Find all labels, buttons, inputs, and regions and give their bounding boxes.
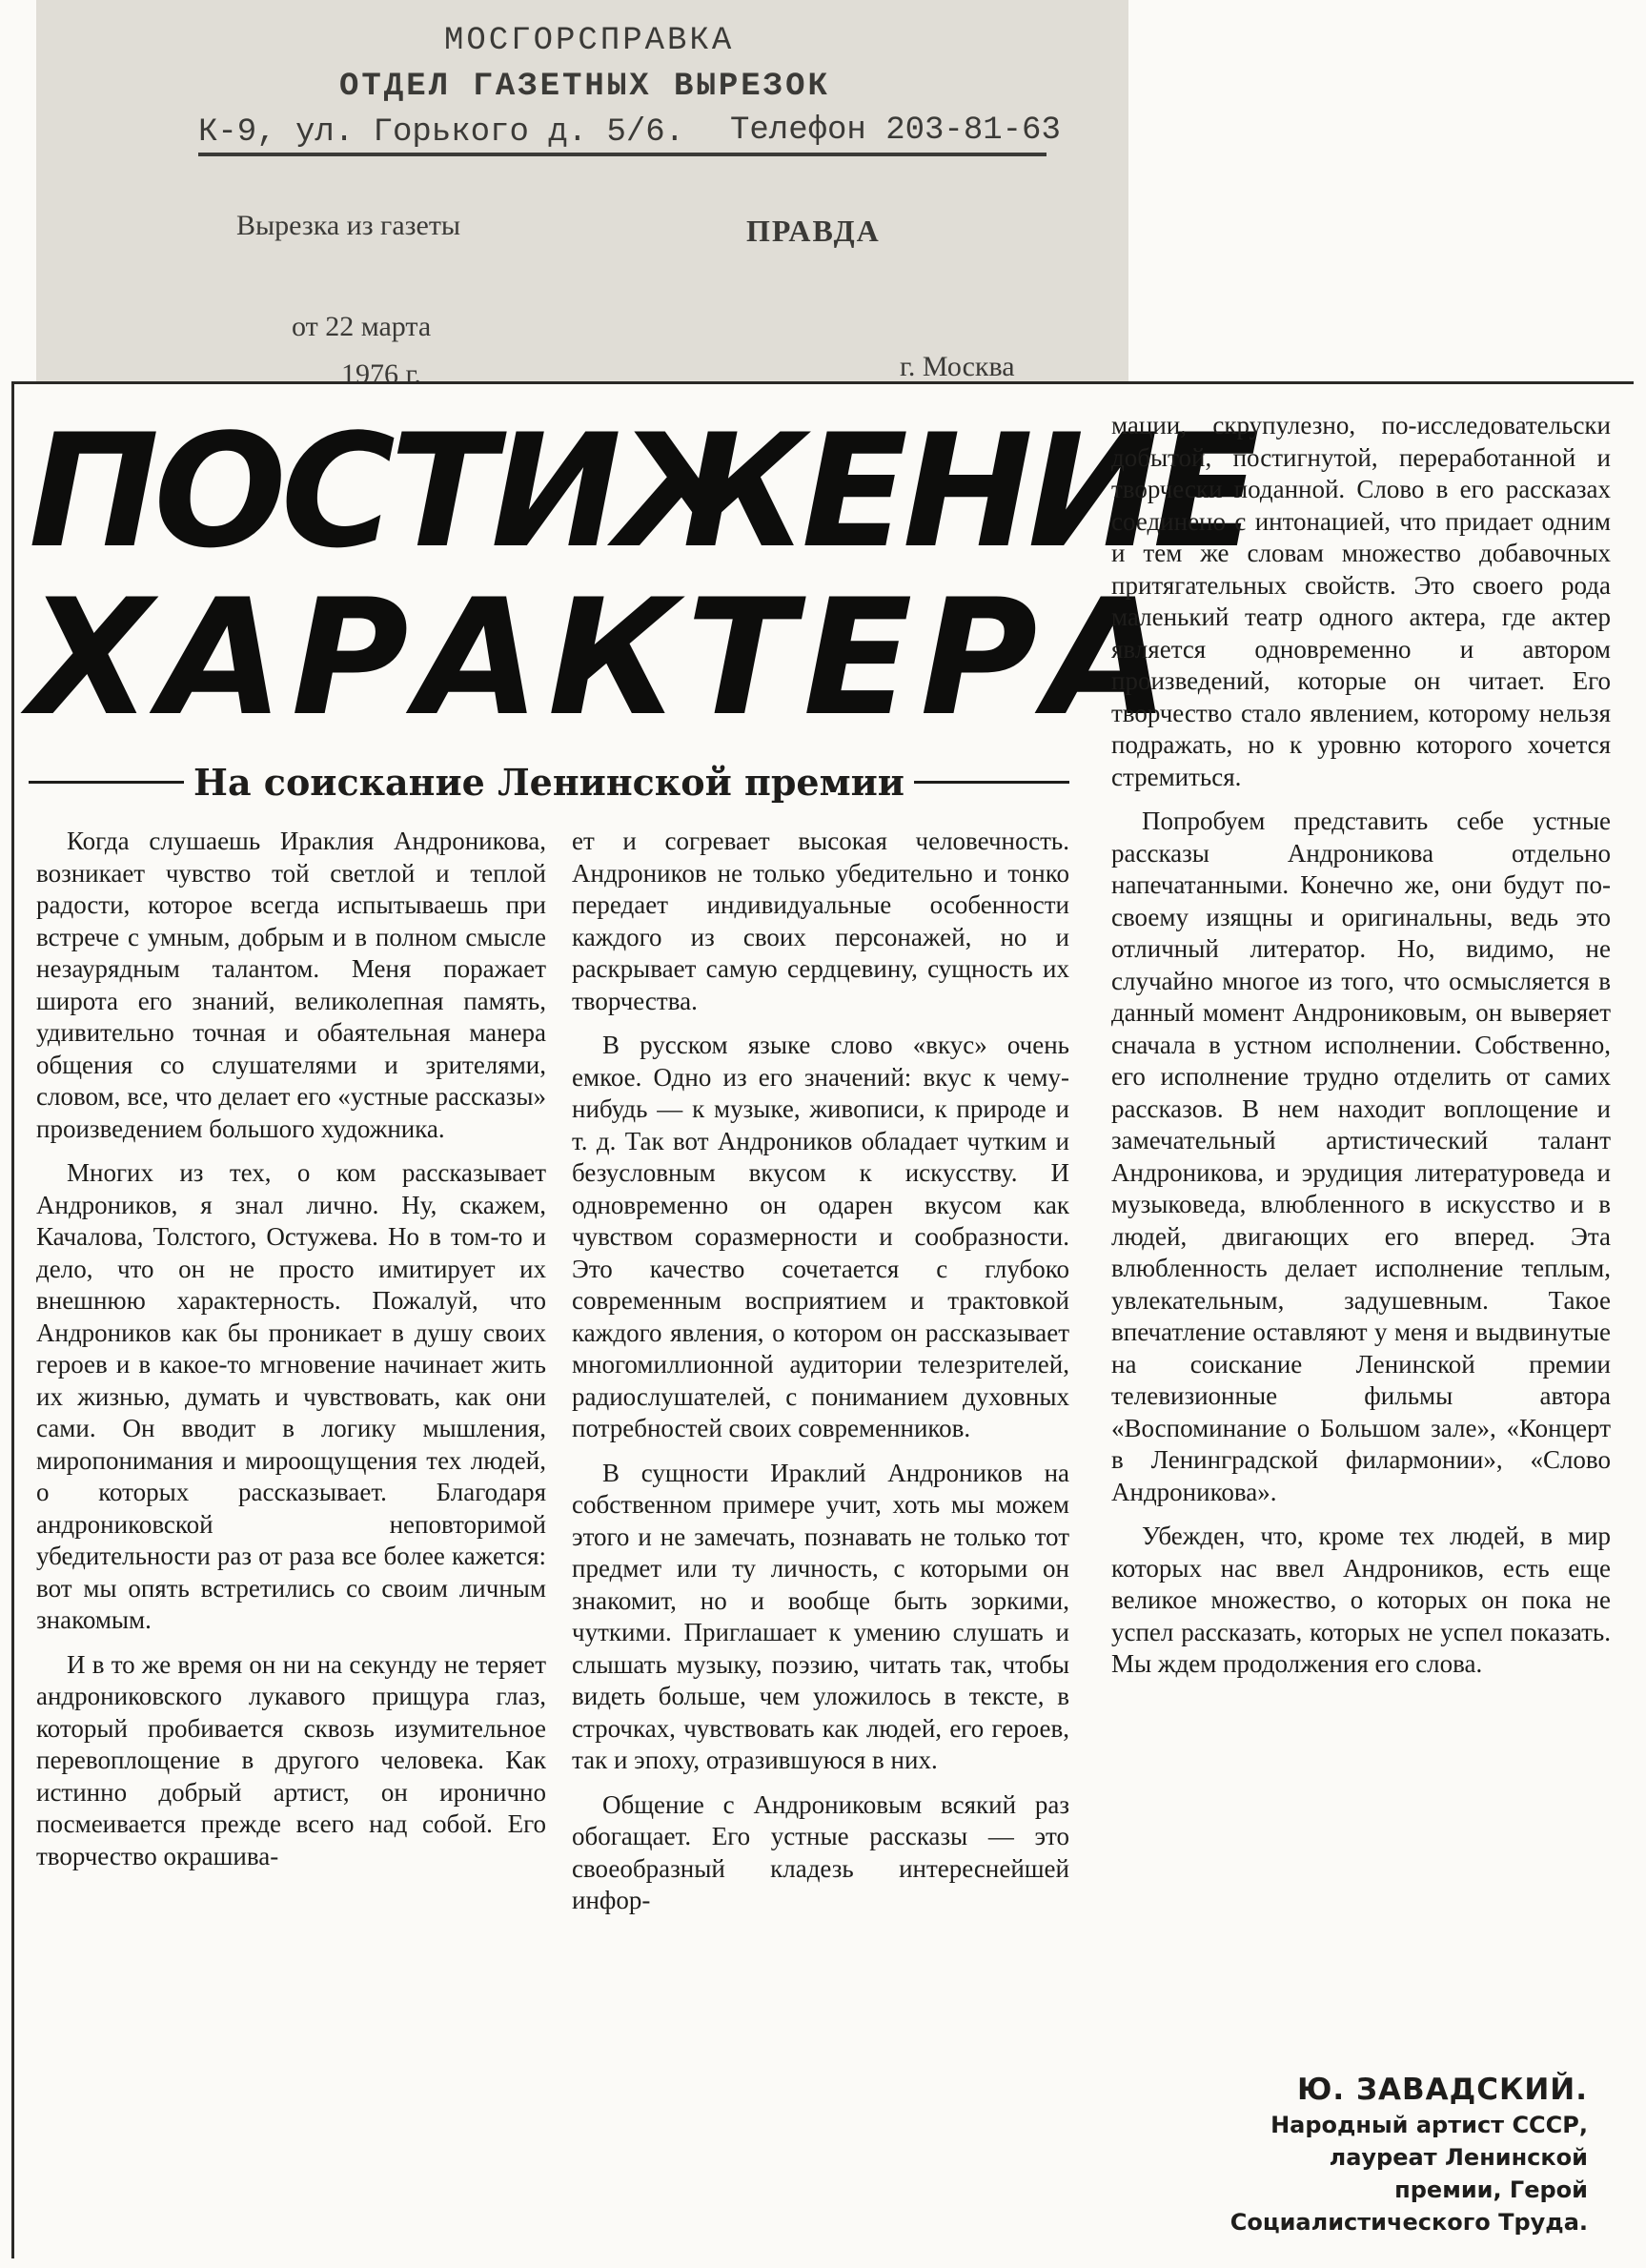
article-rubric: [29, 761, 1069, 804]
author-signature: [1111, 2071, 1588, 2238]
stamp-phone: Телефон 203-81-63: [730, 112, 1061, 149]
author-name: Ю. ЗАВАДСКИЙ.: [1297, 2073, 1588, 2107]
article-headline: [29, 400, 1254, 751]
stamp-divider: [198, 153, 1047, 156]
paragraph: Общение с Андрониковым всякий раз обогащает. Его устные рассказы — это своеобразный кладезь интереснейшей инфор-: [572, 1789, 1069, 1914]
article-column-2: [572, 826, 1069, 1917]
paragraph: В русском языке слово «вкус» очень емкое. Одно из его значений: вкус к чему-нибудь — к музыке, живописи, к природе и т. д. Так вот Андроников обладает чутким и безусловным вкусом к искусству. И одновременно он одарен вкусом как чувством соразмерности и сообразности. Это качество сочетается с глубоко современным восприятием и трактовкой каждого явления, о котором он рассказывает многомиллионной аудитории телезрителей, радиослушателей, с пониманием духовных потребностей своих современников.: [572, 1031, 1069, 1442]
stamp-department: ОТДЕЛ ГАЗЕТНЫХ ВЫРЕЗОК: [339, 69, 830, 105]
paragraph: Когда слушаешь Ираклия Андроникова, возникает чувство той светлой и теплой радости, которое всегда испытываешь при встрече с умным, добрым и в полном смысле незаурядным талантом. Меня поражает широта его знаний, великолепная память, удивительно точная и обаятельная манера общения со слушателями и зрителями, словом, все, что делает его «устные рассказы» произведением большого художника.: [36, 827, 546, 1143]
author-title-line: Социалистического Труда.: [1229, 2209, 1588, 2236]
stamp-newspaper-name: ПРАВДА: [746, 214, 881, 248]
article-column-3: [1111, 410, 1611, 1681]
paragraph: Убежден, что, кроме тех людей, в мир которых нас ввел Андроников, есть еще великое множество, о которых он пока не успел рассказать, которых не успел показать. Мы ждем продолжения его слова.: [1111, 1522, 1611, 1678]
headline-line-1: ПОСТИЖЕНИЕ: [29, 400, 1254, 582]
author-title-line: премии, Герой: [1394, 2176, 1588, 2203]
archive-stamp: [36, 0, 1128, 390]
stamp-year: 1976 г.: [341, 358, 421, 390]
paragraph: В сущности Ираклий Андроников на собственном примере учит, хоть мы можем этого и не замечать, познавать не только тот предмет или ту личность, с которыми он знакомит, но и вообще быть зоркими, чуткими. Приглашает к умению слушать и слышать музыку, поэзию, читать так, чтобы видеть больше, чем уложилось в тексте, в строчках, чувствовать как людей, его героев, так и эпоху, отразившуюся в них.: [572, 1458, 1069, 1774]
author-title-line: Народный артист СССР,: [1270, 2112, 1588, 2138]
stamp-clip-label: Вырезка из газеты: [236, 210, 461, 241]
paragraph: Многих из тех, о ком рассказывает Андроников, я знал лично. Ну, скажем, Качалова, Толстого, Остужева. Но в том-то и дело, что он не просто имитирует их внешнюю характерность. Пожалуй, что Андроников как бы проникает в душу своих героев и в какое-то мгновение начинает жить их жизнью, думать и чувствовать, как они сами. Он вводит в логику мышления, миропонимания и мироощущения тех людей, о которых рассказывает. Благодаря андрониковской неповторимой убедительности раз от раза все более кажется: вот мы опять встретились со своим личным знакомым.: [36, 1158, 546, 1634]
rubric-rule-left: [29, 781, 184, 784]
paragraph: И в то же время он ни на секунду не теряет андрониковского лукавого прищура глаз, который пробивается сквозь изумительное перевоплощение в другого человека. Как истинно добрый артист, он иронично посмеивается прежде всего над собой. Его творчество окрашива-: [36, 1649, 546, 1870]
paragraph: мации, скрупулезно, по-исследовательски добытой, постигнутой, переработанной и творчески поданной. Слово в его рассказах соединено с интонацией, что придает одним и тем же словам множество добавочных притягательных свойств. Это своего рода маленький театр одного актера, где актер является одновременно и автором произведений, которые он читает. Его творчество стало явлением, которому нельзя подражать, но к уровню которого хочется стремиться.: [1111, 411, 1611, 791]
rubric-text: На соискание Ленинской премии: [193, 761, 904, 804]
article-column-1: [36, 826, 546, 1872]
paragraph: Попробуем представить себе устные рассказы Андроникова отдельно напечатанными. Конечно же, они будут по-своему изящны и оригинальны, ведь это отличный литератор. Но, видимо, не случайно многое из того, что осмысляется в данный момент Андрониковым, он выверяет сначала в устном исполнении. Собственно, его исполнение трудно отделить от самих рассказов. В нем находит воплощение и замечательный артистический талант Андроникова, и эрудиция литературоведа и музыковеда, влюбленного в искусство и в людей, двигающих его вперед. Эта влюбленность делает исполнение теплым, увлекательным, задушевным. Такое впечатление оставляют у меня и выдвинутые на соискание Ленинской премии телевизионные фильмы автора «Воспоминание о Большом зале», «Концерт в Ленинградской филармонии», «Слово Андроникова».: [1111, 807, 1611, 1506]
stamp-date: от 22 марта: [292, 311, 432, 342]
rubric-rule-right: [914, 781, 1069, 784]
paragraph: ет и согревает высокая человечность. Андроников не только убедительно и тонко передает индивидуальные особенности каждого из своих персонажей, но и раскрывает самую сердцевину, сущность их творчества.: [572, 827, 1069, 1015]
stamp-organization: МОСГОРСПРАВКА: [444, 23, 735, 59]
stamp-city: г. Москва: [900, 351, 1015, 382]
stamp-address: К-9, ул. Горького д. 5/6.: [198, 114, 685, 151]
author-title-line: лауреат Ленинской: [1329, 2144, 1588, 2171]
headline-line-2: ХАРАКТЕРА: [29, 564, 1177, 751]
